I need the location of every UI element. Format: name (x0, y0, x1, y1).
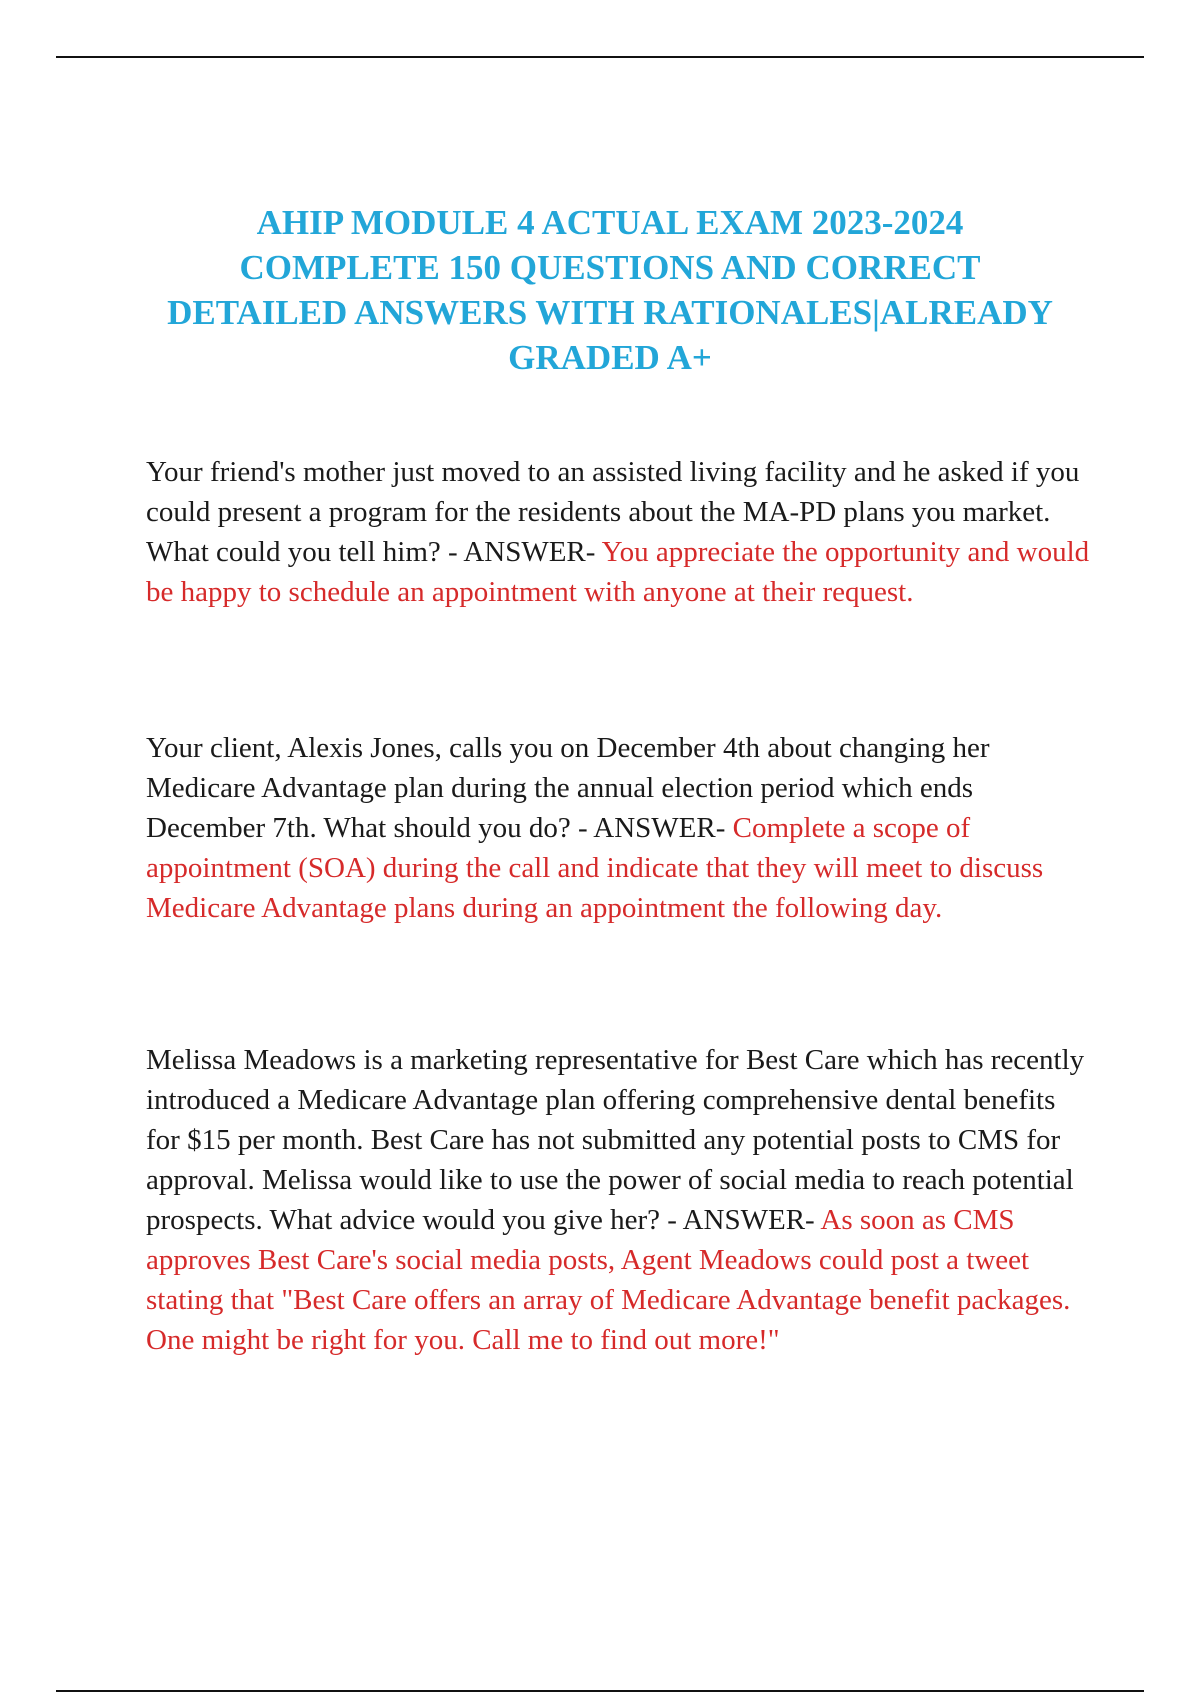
answer-text: As soon as CMS approves Best Care's social media posts, Agent Meadows could post a tweet stating that "Best Care offers an array of Medicare Advantage benefit packages. One might be right for you. Call me to find out more!" (146, 1204, 1071, 1356)
title-line-3: DETAILED ANSWERS WITH RATIONALES|ALREADY (167, 293, 1053, 332)
qa-item-2 (146, 728, 1096, 928)
title-line-4: GRADED A+ (508, 338, 712, 377)
title-line-1: AHIP MODULE 4 ACTUAL EXAM 2023-2024 (256, 203, 964, 242)
document-title (130, 200, 1090, 380)
question-text: Your friend's mother just moved to an assisted living facility and he asked if you could present a program for the residents about the MA-PD plans you market. What could you tell him? - ANSWER- (146, 456, 1080, 568)
top-rule (56, 56, 1144, 58)
answer-text: Complete a scope of appointment (SOA) during the call and indicate that they will meet to discuss Medicare Advantage plans during an appointment the following day. (146, 812, 1044, 924)
title-line-2: COMPLETE 150 QUESTIONS AND CORRECT (239, 248, 981, 287)
answer-text: You appreciate the opportunity and would be happy to schedule an appointment with anyone at their request. (146, 536, 1090, 608)
qa-item-3 (146, 1040, 1096, 1360)
qa-item-1 (146, 452, 1096, 612)
question-text: Your client, Alexis Jones, calls you on December 4th about changing her Medicare Advantage plan during the annual election period which ends December 7th. What should you do? - ANSWER- (146, 732, 990, 844)
question-text: Melissa Meadows is a marketing representative for Best Care which has recently introduced a Medicare Advantage plan offering comprehensive dental benefits for $15 per month. Best Care has not submitted any potential posts to CMS for approval. Melissa would like to use the power of social media to reach potential prospects. What advice would you give her? - ANSWER- (146, 1044, 1085, 1236)
bottom-rule (56, 1690, 1144, 1692)
